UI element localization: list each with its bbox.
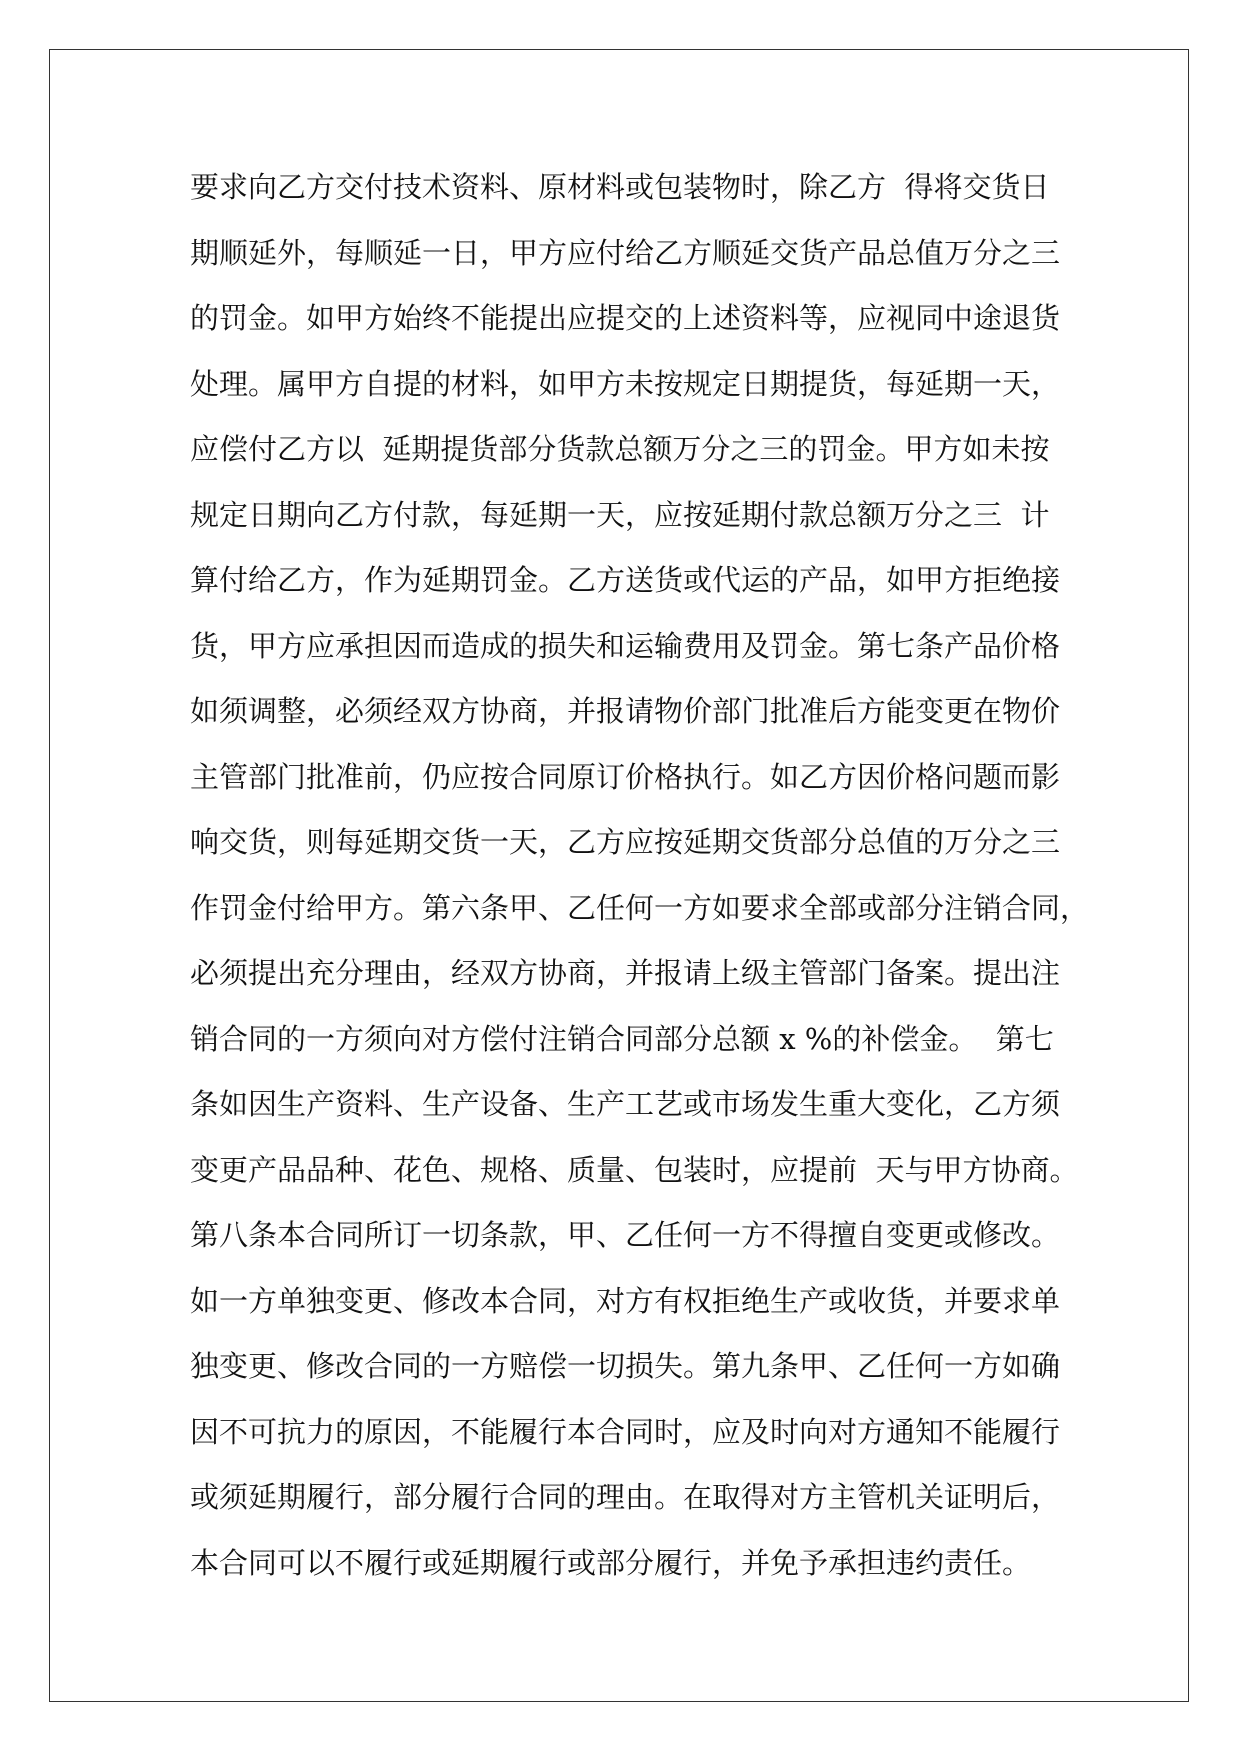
text-line: 或须延期履行，部分履行合同的理由。在取得对方主管机关证明后，	[190, 1480, 1061, 1514]
text-line: 要求向乙方交付技术资料、原材料或包装物时，除乙方 得将交货日	[190, 170, 1050, 204]
text-line: 条如因生产资料、生产设备、生产工艺或市场发生重大变化，乙方须	[190, 1087, 1061, 1121]
text-line: 独变更、修改合同的一方赔偿一切损失。第九条甲、乙任何一方如确	[190, 1349, 1061, 1383]
contract-body-text	[190, 155, 1090, 1596]
text-line: 的罚金。如甲方始终不能提出应提交的上述资料等，应视同中途退货	[190, 301, 1061, 335]
text-line: 必须提出充分理由，经双方协商，并报请上级主管部门备案。提出注	[190, 956, 1061, 990]
text-line: 规定日期向乙方付款，每延期一天，应按延期付款总额万分之三 计	[190, 497, 1050, 532]
text-line: 主管部门批准前，仍应按合同原订价格执行。如乙方因价格问题而影	[190, 759, 1061, 794]
text-line: 销合同的一方须向对方偿付注销合同部分总额 x %的补偿金。 第七	[190, 1021, 1054, 1056]
text-line: 处理。属甲方自提的材料，如甲方未按规定日期提货，每延期一天，	[190, 366, 1061, 401]
text-line: 作罚金付给甲方。第六条甲、乙任何一方如要求全部或部分注销合同，	[190, 890, 1090, 925]
text-line: 变更产品品种、花色、规格、质量、包装时，应提前 天与甲方协商。	[190, 1152, 1079, 1187]
text-line: 因不可抗力的原因，不能履行本合同时，应及时向对方通知不能履行	[190, 1414, 1061, 1449]
text-line: 应偿付乙方以 延期提货部分货款总额万分之三的罚金。甲方如未按	[190, 432, 1050, 466]
text-line: 期顺延外，每顺延一日，甲方应付给乙方顺延交货产品总值万分之三	[190, 235, 1061, 270]
text-line: 响交货，则每延期交货一天，乙方应按延期交货部分总值的万分之三	[190, 825, 1061, 859]
text-line: 如须调整，必须经双方协商，并报请物价部门批准后方能变更在物价	[190, 694, 1061, 728]
text-line: 货，甲方应承担因而造成的损失和运输费用及罚金。第七条产品价格	[190, 628, 1061, 663]
text-line: 本合同可以不履行或延期履行或部分履行，并免予承担违约责任。	[190, 1545, 1032, 1580]
text-line: 算付给乙方，作为延期罚金。乙方送货或代运的产品，如甲方拒绝接	[190, 563, 1061, 597]
text-line: 第八条本合同所订一切条款，甲、乙任何一方不得擅自变更或修改。	[190, 1218, 1061, 1252]
text-line: 如一方单独变更、修改本合同，对方有权拒绝生产或收货，并要求单	[190, 1283, 1061, 1318]
